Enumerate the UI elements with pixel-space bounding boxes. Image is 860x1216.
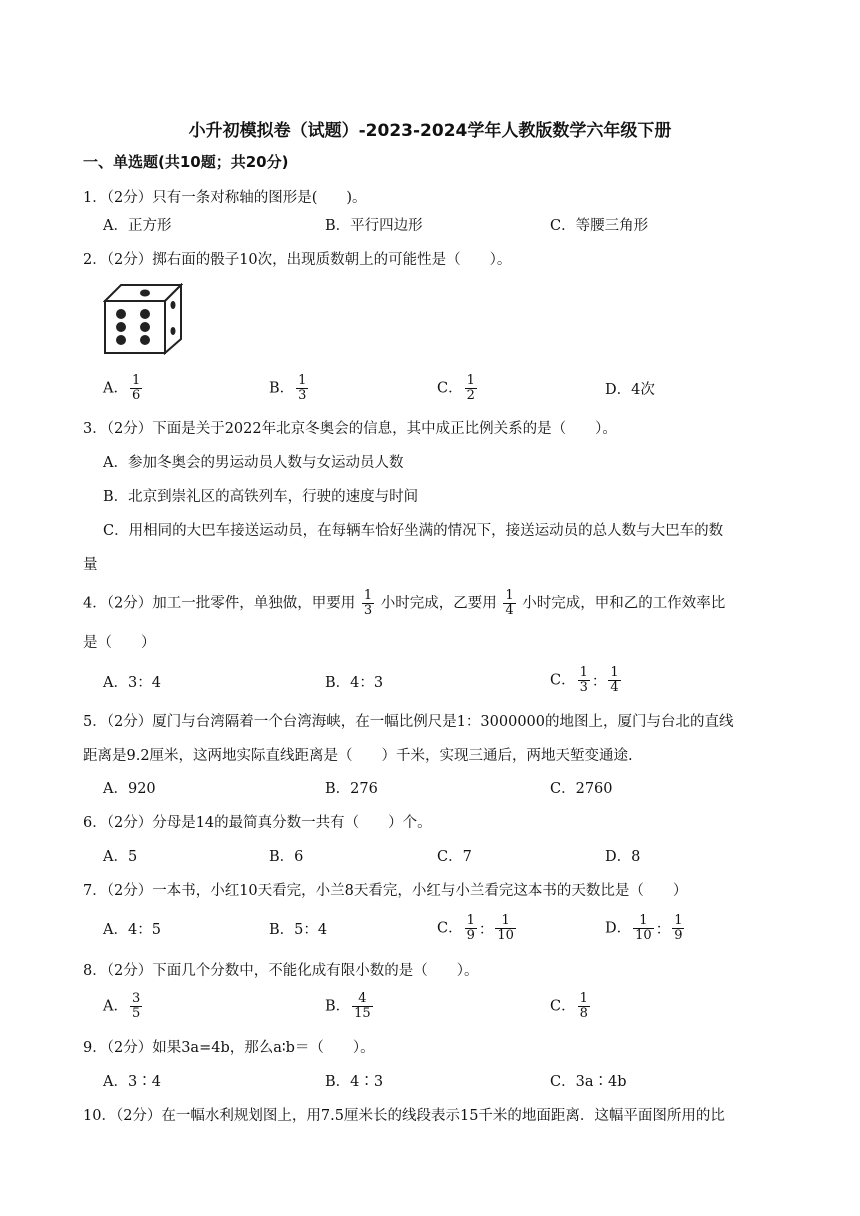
question-9-option-c: C．3a∶4b: [550, 1074, 627, 1090]
question-3-option-a: A．参加冬奥会的男运动员人数与女运动员人数: [103, 455, 404, 471]
question-4-option-a: A．3：4: [103, 675, 161, 691]
question-4-option-c: C． $\frac{1}{3}$ ： $\frac{1}{4}$: [550, 665, 619, 695]
section-heading: 一、单选题(共10题；共20分): [83, 153, 289, 171]
question-8-option-a: A． $\frac{3}{5}$: [103, 991, 141, 1021]
fraction: $\frac{1}{3}$: [298, 373, 307, 403]
fraction: $\frac{1}{8}$: [579, 991, 588, 1021]
page-title: 小升初模拟卷（试题）-2023-2024学年人教版数学六年级下册: [188, 121, 672, 141]
fraction: $\frac{1}{10}$: [497, 913, 514, 943]
question-7-option-b: B．5：4: [269, 922, 328, 938]
dice-image: [103, 283, 183, 355]
question-1-stem: 1．（2分）只有一条对称轴的图形是( )。: [83, 190, 367, 206]
question-9-option-b: B．4∶3: [325, 1074, 384, 1090]
fraction: $\frac{1}{3}$: [579, 665, 588, 695]
question-5-option-a: A．920: [103, 781, 156, 797]
question-5-stem: 5．（2分）厦门与台湾隔着一个台湾海峡，在一幅比例尺是1：3000000的地图上，厦门与台北的直线: [83, 714, 734, 730]
fraction: $\frac{1}{4}$: [610, 665, 619, 695]
question-8-stem: 8．（2分）下面几个分数中，不能化成有限小数的是（ ）。: [83, 963, 479, 979]
question-4-option-b: B．4：3: [325, 675, 384, 691]
question-3-stem: 3．（2分）下面是关于2022年北京冬奥会的信息，其中成正比例关系的是（ ）。: [83, 421, 617, 437]
fraction: $\frac{3}{5}$: [131, 991, 141, 1021]
question-2-stem: 2．（2分）掷右面的骰子10次，出现质数朝上的可能性是（ ）。: [83, 252, 512, 268]
fraction: $\frac{1}{2}$: [466, 373, 475, 403]
question-7-stem: 7．（2分）一本书，小红10天看完，小兰8天看完，小红与小兰看完这本书的天数比是（ ）: [83, 883, 688, 899]
question-6-option-d: D．8: [605, 849, 641, 865]
fraction: $\frac{4}{15}$: [354, 991, 371, 1021]
question-1-option-b: B．平行四边形: [325, 218, 423, 234]
question-4-stem: 4．（2分）加工一批零件，单独做，甲要用 $\frac{1}{3}$ 小时完成，乙要用 $\frac{1}{4}$ 小时完成，甲和乙的工作效率比: [83, 588, 726, 618]
question-6-option-a: A．5: [103, 849, 138, 865]
fraction: $\frac{1}{10}$: [635, 913, 652, 943]
question-8-option-c: C． $\frac{1}{8}$: [550, 991, 588, 1021]
question-1-option-a: A．正方形: [103, 218, 172, 234]
question-3-option-c-cont: 量: [83, 557, 98, 573]
question-7-option-a: A．4：5: [103, 922, 161, 938]
question-3-option-c: C．用相同的大巴车接送运动员，在每辆车恰好坐满的情况下，接送运动员的总人数与大巴车的数: [103, 523, 724, 539]
question-5-option-c: C．2760: [550, 781, 613, 797]
question-5-stem-cont: 距离是9.2厘米，这两地实际直线距离是（ ）千米，实现三通后，两地天堑变通途.: [83, 748, 633, 764]
fraction: $\frac{1}{9}$: [674, 913, 683, 943]
fraction: $\frac{1}{3}$: [363, 588, 373, 618]
question-9-option-a: A．3∶4: [103, 1074, 161, 1090]
question-4-stem-cont: 是（ ）: [83, 635, 156, 651]
question-2-option-b: B． $\frac{1}{3}$: [269, 373, 307, 403]
question-2-option-c: C． $\frac{1}{2}$: [437, 373, 475, 403]
fraction: $\frac{1}{6}$: [131, 373, 141, 403]
question-7-option-d: D． $\frac{1}{10}$ ： $\frac{1}{9}$: [605, 913, 683, 943]
question-5-option-b: B．276: [325, 781, 378, 797]
question-2-option-a: A． $\frac{1}{6}$: [103, 373, 141, 403]
question-1-option-c: C．等腰三角形: [550, 218, 649, 234]
question-6-stem: 6．（2分）分母是14的最简真分数一共有（ ）个。: [83, 815, 432, 831]
question-3-option-b: B．北京到崇礼区的高铁列车，行驶的速度与时间: [103, 489, 419, 505]
question-9-stem: 9．（2分）如果3a=4b，那么a∶b＝（ ）。: [83, 1040, 375, 1056]
question-2-option-d: D．4次: [605, 382, 655, 398]
question-8-option-b: B． $\frac{4}{15}$: [325, 991, 371, 1021]
fraction: $\frac{1}{4}$: [505, 588, 514, 618]
question-6-option-c: C．7: [437, 849, 472, 865]
question-10-stem: 10．（2分）在一幅水利规划图上，用7.5厘米长的线段表示15千米的地面距离．这幅平面图所用的比: [83, 1108, 725, 1124]
question-6-option-b: B．6: [269, 849, 304, 865]
question-7-option-c: C． $\frac{1}{9}$ ： $\frac{1}{10}$: [437, 913, 514, 943]
fraction: $\frac{1}{9}$: [466, 913, 475, 943]
